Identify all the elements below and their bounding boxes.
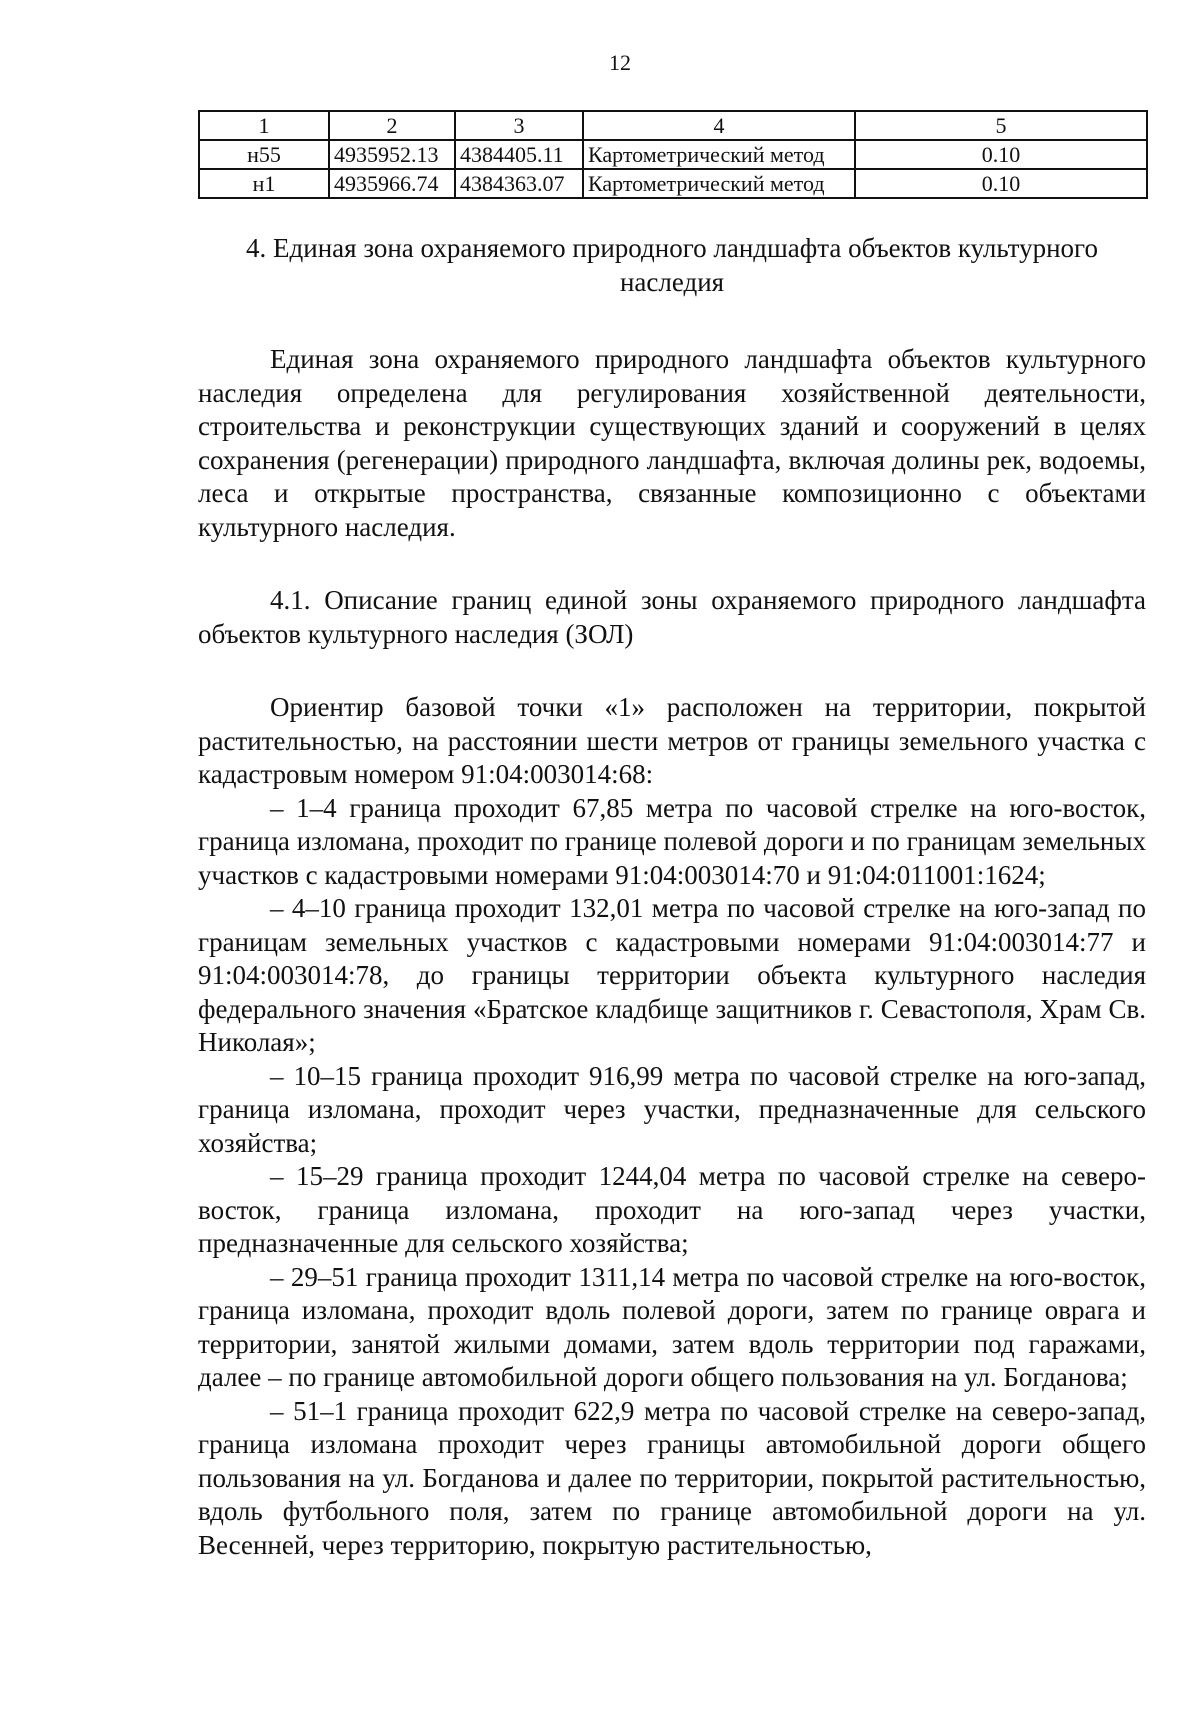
x-coordinate-cell: 4935952.13	[329, 140, 455, 169]
y-coordinate-cell: 4384363.07	[455, 169, 583, 198]
y-coordinate-cell: 4384405.11	[455, 140, 583, 169]
boundary-segment-item: – 29–51 граница проходит 1311,14 метра по часовой стрелке на юго-восток, граница изломана, проходит вдоль полевой дороги, затем по границе оврага и территории, занятой жилыми домами, затем вдоль территории под гаражами, далее – по границе автомобильной дороги общего пользования на ул. Богданова;	[198, 1261, 1146, 1392]
boundary-segment-item: – 10–15 граница проходит 916,99 метра по часовой стрелке на юго-запад, граница изломана, проходит через участки, предназначенные для сельского хозяйства;	[198, 1060, 1146, 1158]
section-4-paragraph: Единая зона охраняемого природного ландшафта объектов культурного наследия определена для регулирования хозяйственной деятельности, строительства и реконструкции существующих зданий и сооружений в целях сохранения (регенерации) природного ландшафта, включая долины рек, водоемы, леса и открытые пространства, связанные композиционно с объектами культурного наследия.	[198, 344, 1146, 542]
table-header-cell: 4	[583, 111, 855, 140]
x-coordinate-cell: 4935966.74	[329, 169, 455, 198]
table-row	[199, 169, 1147, 198]
section-4-heading: 4. Единая зона охраняемого природного ландшафта объектов культурного наследия	[246, 233, 1098, 297]
table-header-row	[199, 111, 1147, 140]
table-row	[199, 140, 1147, 169]
section-4-1-intro: Ориентир базовой точки «1» расположен на территории, покрытой растительностью, на расстоянии шести метров от границы земельного участка с кадастровым номером 91:04:003014:68:	[198, 692, 1146, 789]
table-header-cell: 3	[455, 111, 583, 140]
table-header-cell: 2	[329, 111, 455, 140]
boundary-segment-item: – 4–10 граница проходит 132,01 метра по часовой стрелке на юго-запад по границам земельных участков с кадастровыми номерами 91:04:003014:77 и 91:04:003014:78, до границы территории объекта культурного наследия федерального значения «Братское кладбище защитников г. Севастополя, Храм Св. Николая»;	[198, 893, 1146, 1057]
coordinates-table	[198, 110, 1148, 199]
boundary-segment-item: – 15–29 граница проходит 1244,04 метра по часовой стрелке на северо-восток, граница изломана, проходит на юго-запад через участки, предназначенные для сельского хозяйства;	[198, 1161, 1146, 1258]
table-header-cell: 1	[199, 111, 329, 140]
method-cell: Картометрический метод	[583, 140, 855, 169]
section-4-1-heading: 4.1. Описание границ единой зоны охраняемого природного ландшафта объектов культурного наследия (ЗОЛ)	[198, 585, 1146, 649]
boundary-segment-item: – 1–4 граница проходит 67,85 метра по часовой стрелке на юго-восток, граница изломана, проходит по границе полевой дороги и по границам земельных участков с кадастровыми номерами 91:04:003014:70 и 91:04:011001:1624;	[198, 792, 1146, 890]
boundary-segment-item: – 51–1 граница проходит 622,9 метра по часовой стрелке на северо-запад, граница изломана проходит через границы автомобильной дороги общего пользования на ул. Богданова и далее по территории, покрытой растительностью, вдоль футбольного поля, затем по границе автомобильной дороги на ул. Весенней, через территорию, покрытую растительностью,	[198, 1395, 1146, 1560]
accuracy-cell: 0.10	[855, 140, 1147, 169]
point-id-cell: н55	[199, 140, 329, 169]
page-number: 12	[609, 50, 631, 75]
method-cell: Картометрический метод	[583, 169, 855, 198]
accuracy-cell: 0.10	[855, 169, 1147, 198]
table-header-cell: 5	[855, 111, 1147, 140]
point-id-cell: н1	[199, 169, 329, 198]
document-body	[198, 232, 1146, 1562]
